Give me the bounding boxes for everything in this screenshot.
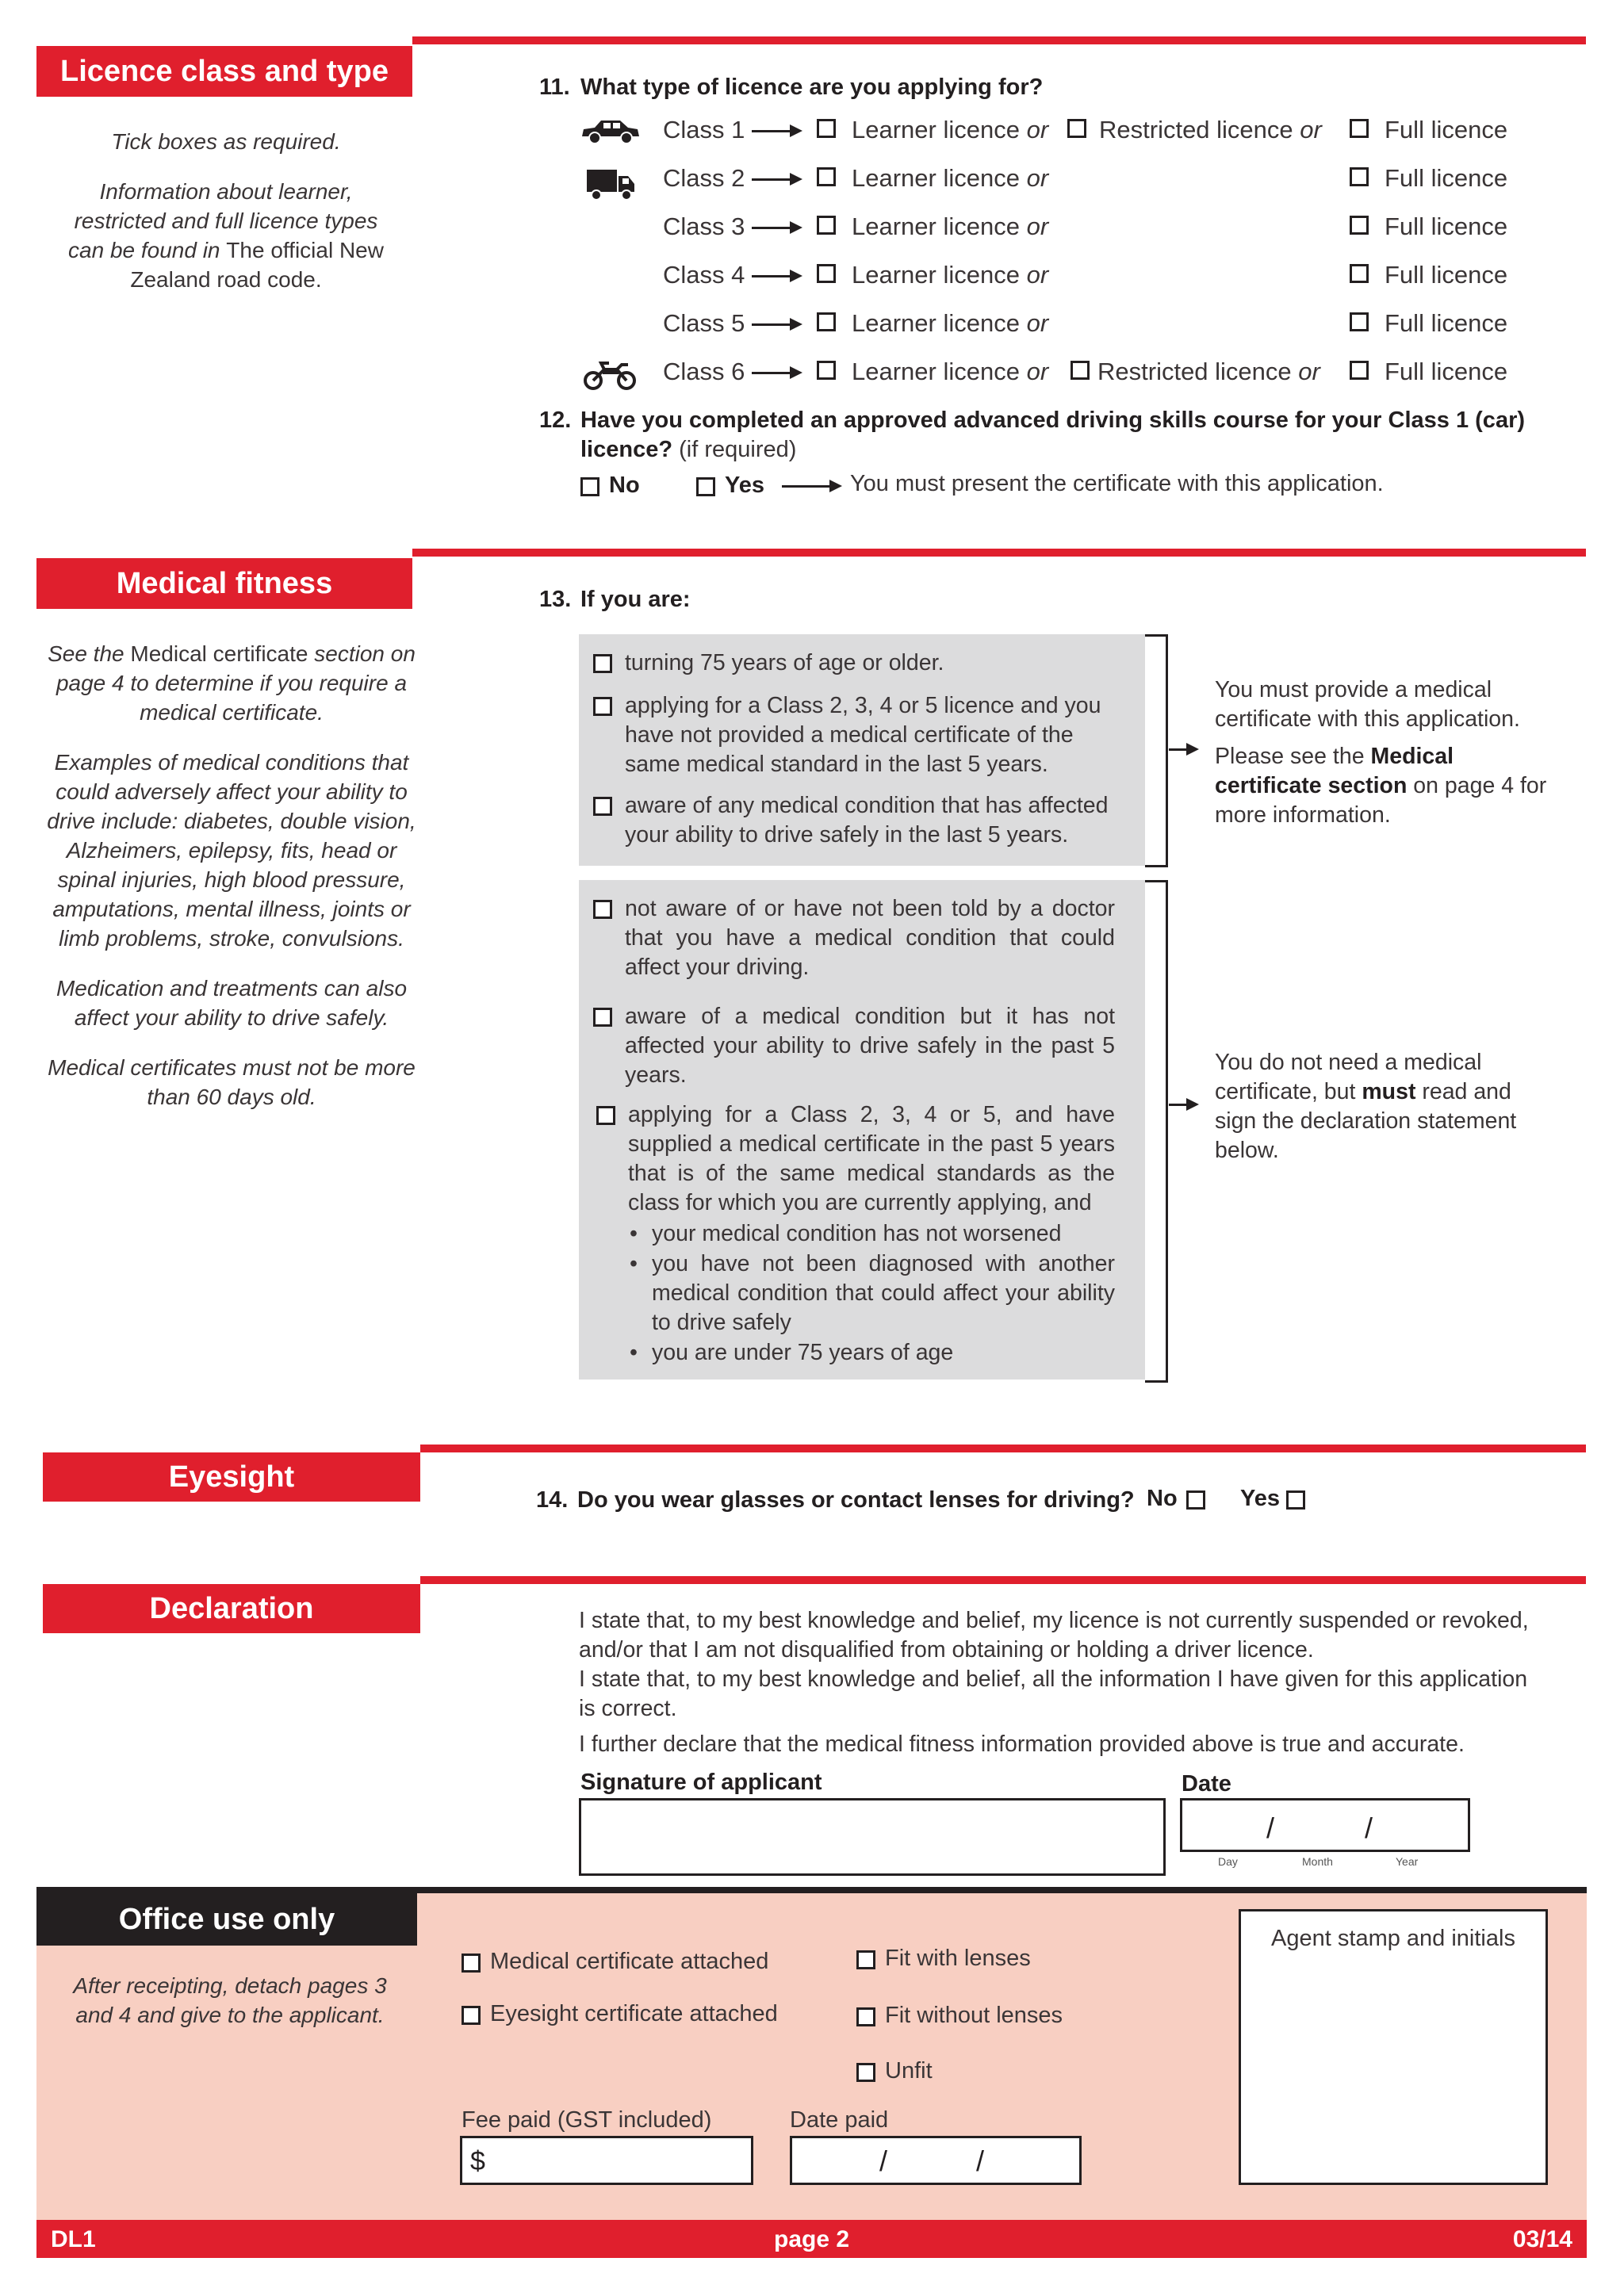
section-rule-licence	[412, 36, 1586, 44]
bullet-item: • your medical condition has not worsened	[652, 1219, 1115, 1249]
bullet-item: • you have not been diagnosed with another medical condition that could affect your ability to drive safely	[652, 1249, 1115, 1337]
date-month-label: Month	[1302, 1855, 1333, 1868]
signature-label: Signature of applicant	[580, 1770, 822, 1795]
class-label: Class 4	[663, 261, 745, 289]
fee-paid-field[interactable]	[460, 2136, 753, 2185]
medical-75-checkbox[interactable]	[593, 654, 612, 673]
q12-yes-checkbox[interactable]	[696, 477, 715, 496]
motorcycle-icon	[582, 358, 638, 390]
medical-aware-checkbox[interactable]	[593, 797, 612, 816]
medical-option-not-aware: not aware of or have not been told by a doctor that you have a medical condition that could affect your driving.	[625, 894, 1115, 982]
form-code: DL1	[51, 2226, 96, 2252]
section-rule-declaration	[420, 1576, 1586, 1584]
fit-with-lenses-checkbox[interactable]	[856, 1950, 875, 1969]
date-paid-label: Date paid	[790, 2107, 889, 2133]
section-rule-medical	[412, 549, 1586, 557]
car-icon	[579, 117, 641, 144]
arrow	[752, 227, 799, 229]
arrow	[1169, 748, 1196, 751]
class2-full-checkbox[interactable]	[1350, 167, 1369, 186]
class3-learner-checkbox[interactable]	[817, 216, 836, 235]
class4-full-checkbox[interactable]	[1350, 264, 1369, 283]
date-slash: /	[879, 2145, 888, 2177]
learner-label: Learner licence or	[852, 261, 1049, 289]
medical-side-p3: Medication and treatments can also affect your ability to drive safely.	[56, 976, 408, 1030]
q12-no-label: No	[609, 473, 640, 498]
full-label: Full licence	[1385, 212, 1508, 240]
agent-stamp-box[interactable]	[1239, 1909, 1548, 2185]
dollar-sign: $	[470, 2146, 485, 2176]
fit-with-lenses-label: Fit with lenses	[885, 1946, 1031, 1971]
class6-restricted-checkbox[interactable]	[1071, 361, 1090, 380]
class-label: Class 2	[663, 164, 745, 192]
medical-option-aware: aware of any medical condition that has affected your ability to drive safely in the last 5 years.	[625, 791, 1124, 850]
date-slash: /	[1365, 1812, 1373, 1844]
class1-restricted-checkbox[interactable]	[1067, 119, 1086, 138]
section-rule-office	[36, 1887, 1587, 1893]
medical-option-not-affected: aware of a medical condition but it has not affected your ability to drive safely in the past 5 years.	[625, 1002, 1115, 1090]
date-paid-field[interactable]	[790, 2136, 1082, 2185]
q14-no-checkbox[interactable]	[1186, 1490, 1205, 1510]
arrow	[752, 323, 799, 326]
fee-paid-label: Fee paid (GST included)	[462, 2107, 712, 2133]
licence-side-info: Information about learner, restricted and full licence types can be found in The official New Zealand road code.	[68, 179, 384, 292]
question-12: 12. Have you completed an approved advanced driving skills course for your Class 1 (car) licence? (if required)	[539, 408, 1526, 462]
medical-option-supplied: applying for a Class 2, 3, 4 or 5, and have supplied a medical certificate in the past 5 years that is of the same medical standards as the class for which you are currently applying, and	[628, 1100, 1115, 1218]
fit-without-lenses-checkbox[interactable]	[856, 2007, 875, 2026]
class6-learner-checkbox[interactable]	[817, 361, 836, 380]
medical-cert-attached-checkbox[interactable]	[462, 1954, 481, 1973]
class-label: Class 5	[663, 309, 745, 337]
medical-side-p2: Examples of medical conditions that could adversely affect your ability to drive include: diabetes, double vision, Alzheimers, epilepsy, fits, head or spinal injuries, high blood pressure, amputations, mental illness, joints or limb problems, stroke, convulsions.	[47, 750, 416, 951]
bracket-group-1	[1145, 634, 1168, 867]
arrow	[782, 485, 839, 488]
arrow	[752, 275, 799, 277]
bracket-group-2	[1145, 880, 1168, 1383]
medical-note-1b: Please see the Medical certificate section on page 4 for more information.	[1215, 744, 1547, 828]
full-label: Full licence	[1385, 116, 1508, 144]
medical-option-class2345: applying for a Class 2, 3, 4 or 5 licence and you have not provided a medical certificate of the same medical standard in the last 5 years.	[625, 691, 1124, 779]
medical-side-p1: See the Medical certificate section on page 4 to determine if you require a medical certificate.	[48, 641, 416, 725]
medical-side-notes	[43, 639, 420, 1132]
medical-class2345-checkbox[interactable]	[593, 697, 612, 716]
page-number: page 2	[774, 2226, 850, 2252]
learner-label: Learner licence or	[852, 116, 1049, 144]
full-label: Full licence	[1385, 164, 1508, 192]
licence-side-notes	[63, 127, 389, 315]
date-slash: /	[1266, 1812, 1275, 1844]
restricted-label: Restricted licence or	[1097, 358, 1320, 385]
medical-supplied-checkbox[interactable]	[596, 1106, 615, 1125]
medical-note-1: You must provide a medical certificate with this application. Please see the Medical certificate section on page 4 for more information.	[1215, 675, 1564, 830]
date-label: Date	[1182, 1771, 1231, 1797]
arrow	[752, 178, 799, 181]
class1-learner-checkbox[interactable]	[817, 119, 836, 138]
class2-learner-checkbox[interactable]	[817, 167, 836, 186]
eyesight-cert-label: Eyesight certificate attached	[490, 2001, 778, 2026]
fit-without-lenses-label: Fit without lenses	[885, 2003, 1063, 2028]
class-label: Class 3	[663, 212, 745, 240]
question-13: 13. If you are:	[539, 587, 691, 612]
eyesight-cert-attached-checkbox[interactable]	[462, 2006, 481, 2025]
learner-label: Learner licence or	[852, 309, 1049, 337]
class-label: Class 6	[663, 358, 745, 385]
date-slash: /	[976, 2145, 985, 2177]
q12-yes-label: Yes	[725, 473, 764, 498]
bullet-item: • you are under 75 years of age	[652, 1338, 1115, 1368]
section-header-medical: Medical fitness	[36, 558, 412, 609]
full-label: Full licence	[1385, 261, 1508, 289]
page-footer	[36, 2220, 1587, 2258]
class5-full-checkbox[interactable]	[1350, 312, 1369, 331]
arrow	[1169, 1104, 1196, 1106]
declaration-date-field[interactable]	[1180, 1798, 1470, 1852]
learner-label: Learner licence or	[852, 212, 1049, 240]
medical-side-p4: Medical certificates must not be more than 60 days old.	[48, 1055, 416, 1109]
licence-side-tick: Tick boxes as required.	[111, 129, 341, 154]
medical-option-75: turning 75 years of age or older.	[625, 649, 1124, 678]
q14-yes-label: Yes	[1240, 1486, 1280, 1511]
declaration-text: I state that, to my best knowledge and belief, my licence is not currently suspended or revoked, and/or that I am not disqualified from obtaining or holding a driver licence. I state that, to my best knowledge and belief, all the information I have given for this application is correct. I further declare that the medical fitness information provided above is true and accurate.	[579, 1608, 1529, 1757]
class-label: Class 1	[663, 116, 745, 144]
learner-label: Learner licence or	[852, 164, 1049, 192]
section-header-eyesight: Eyesight	[43, 1452, 420, 1502]
medical-not-affected-checkbox[interactable]	[593, 1008, 612, 1027]
agent-stamp-label: Agent stamp and initials	[1271, 1926, 1515, 1951]
q12-note: You must present the certificate with this application.	[850, 471, 1384, 496]
medical-cert-label: Medical certificate attached	[490, 1949, 769, 1974]
q14-no-label: No	[1147, 1486, 1178, 1511]
form-version: 03/14	[1512, 2226, 1572, 2252]
question-14: 14. Do you wear glasses or contact lenses for driving?	[536, 1487, 1135, 1513]
arrow	[752, 372, 799, 374]
class4-learner-checkbox[interactable]	[817, 264, 836, 283]
medical-not-aware-checkbox[interactable]	[593, 900, 612, 919]
class3-full-checkbox[interactable]	[1350, 216, 1369, 235]
medical-note-2: You do not need a medical certificate, but must read and sign the declaration statement below.	[1215, 1050, 1517, 1163]
restricted-label: Restricted licence or	[1099, 116, 1322, 144]
learner-label: Learner licence or	[852, 358, 1049, 385]
arrow	[752, 130, 799, 132]
office-side-note: After receipting, detach pages 3 and 4 and give to the applicant.	[73, 1973, 387, 2027]
section-rule-eyesight	[420, 1445, 1586, 1452]
section-header-office: Office use only	[36, 1893, 417, 1946]
date-year-label: Year	[1396, 1855, 1419, 1868]
q14-yes-checkbox[interactable]	[1286, 1490, 1305, 1510]
truck-icon	[585, 166, 636, 201]
q12-no-checkbox[interactable]	[580, 477, 599, 496]
class6-full-checkbox[interactable]	[1350, 361, 1369, 380]
date-day-label: Day	[1218, 1855, 1238, 1868]
unfit-checkbox[interactable]	[856, 2063, 875, 2082]
unfit-label: Unfit	[885, 2058, 933, 2084]
full-label: Full licence	[1385, 309, 1508, 337]
signature-field[interactable]	[579, 1798, 1166, 1876]
class1-full-checkbox[interactable]	[1350, 119, 1369, 138]
class5-learner-checkbox[interactable]	[817, 312, 836, 331]
section-header-licence: Licence class and type	[36, 46, 412, 97]
section-header-declaration: Declaration	[43, 1584, 420, 1633]
full-label: Full licence	[1385, 358, 1508, 385]
question-11: 11. What type of licence are you applying for?	[539, 75, 1044, 100]
